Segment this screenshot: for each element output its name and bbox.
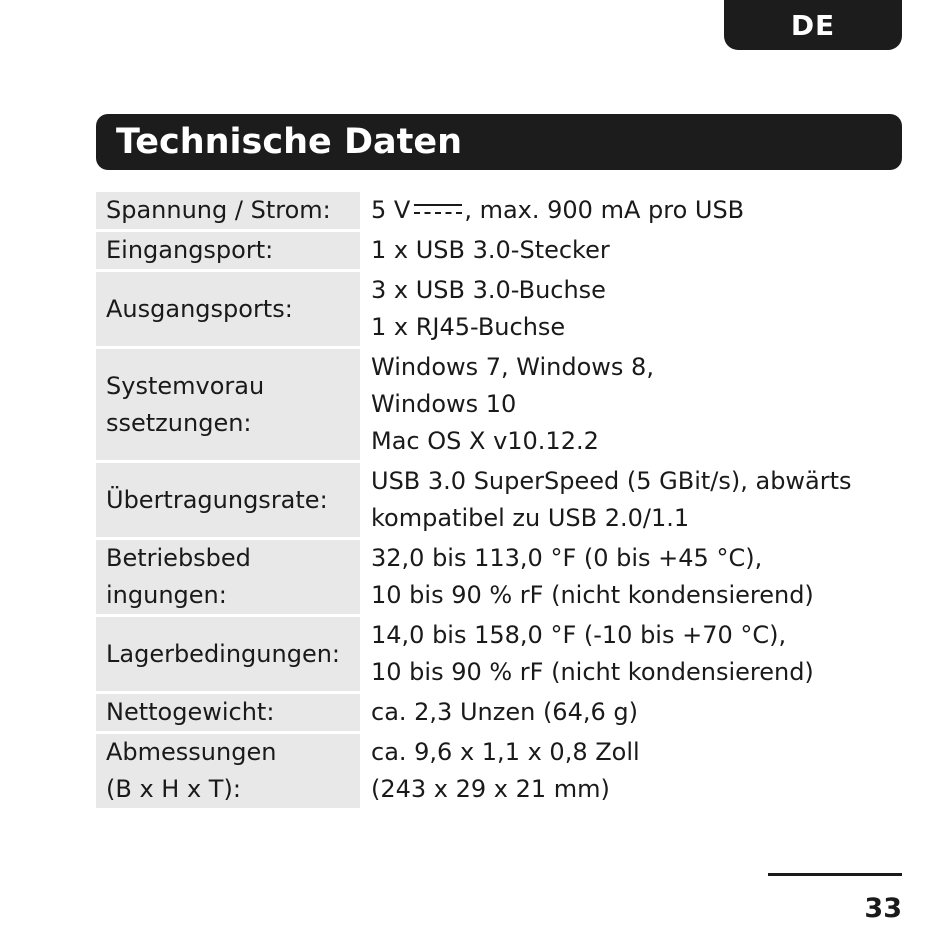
- spec-row-system-requirements: [96, 349, 902, 460]
- spec-row-storage-conditions: [96, 617, 902, 691]
- section-title-bar: [96, 114, 902, 170]
- spec-label: [96, 272, 360, 346]
- spec-label-line: Übertragungsrate:: [106, 485, 328, 514]
- spec-value-line: 3 x USB 3.0-Buchse: [371, 276, 606, 304]
- spec-value: [360, 463, 902, 537]
- spec-value-line: kompatibel zu USB 2.0/1.1: [371, 504, 690, 532]
- spec-label-line: Systemvorau: [106, 371, 265, 400]
- current-value: , max. 900 mA pro USB: [464, 196, 745, 224]
- spec-value-line: ca. 2,3 Unzen (64,6 g): [371, 698, 638, 726]
- spec-label-line: ingungen:: [106, 581, 227, 609]
- spec-label: [96, 232, 360, 269]
- spec-row-input-port: [96, 232, 902, 269]
- spec-label-line: Lagerbedingungen:: [106, 639, 341, 668]
- spec-value: [360, 617, 902, 691]
- spec-value-line: 1 x RJ45-Buchse: [371, 313, 566, 341]
- spec-label-line: Spannung / Strom:: [106, 196, 331, 224]
- spec-value: [360, 272, 902, 346]
- spec-value: [360, 540, 902, 614]
- spec-label: [96, 617, 360, 691]
- spec-label: [96, 540, 360, 614]
- spec-value: [360, 192, 902, 229]
- page-number: 33: [864, 893, 902, 924]
- spec-row-output-ports: [96, 272, 902, 346]
- spec-value-line: ca. 9,6 x 1,1 x 0,8 Zoll: [371, 738, 640, 766]
- spec-label-line: Abmessungen: [106, 738, 277, 766]
- spec-label-line: Nettogewicht:: [106, 698, 275, 726]
- spec-value-line: 10 bis 90 % rF (nicht kondensierend): [371, 658, 814, 686]
- spec-row-dimensions: [96, 734, 902, 808]
- spec-value: [360, 734, 902, 808]
- spec-value: [360, 694, 902, 731]
- spec-value: [360, 349, 902, 460]
- spec-label: [96, 463, 360, 537]
- language-tab: [724, 0, 902, 50]
- spec-value-line: (243 x 29 x 21 mm): [371, 775, 610, 803]
- spec-label: [96, 192, 360, 229]
- spec-value-line: 32,0 bis 113,0 °F (0 bis +45 °C),: [371, 544, 763, 572]
- spec-row-voltage: [96, 192, 902, 229]
- footer-divider: [768, 873, 902, 876]
- spec-label: [96, 349, 360, 460]
- spec-value-line: USB 3.0 SuperSpeed (5 GBit/s), abwärts: [371, 467, 852, 495]
- spec-label: [96, 694, 360, 731]
- spec-row-net-weight: [96, 694, 902, 731]
- spec-value-line: 10 bis 90 % rF (nicht kondensierend): [371, 581, 814, 609]
- dc-current-symbol-icon: [414, 202, 462, 216]
- voltage-value: 5 V: [371, 196, 411, 224]
- spec-value-line: Windows 7, Windows 8,: [371, 353, 654, 381]
- spec-label: [96, 734, 360, 808]
- spec-label-line: (B x H x T):: [106, 775, 241, 803]
- spec-row-operating-conditions: [96, 540, 902, 614]
- spec-label-line: Eingangsport:: [106, 236, 274, 264]
- spec-value-line: Mac OS X v10.12.2: [371, 427, 599, 455]
- spec-row-transfer-rate: [96, 463, 902, 537]
- spec-value-line: [371, 192, 902, 229]
- spec-value: [360, 232, 902, 269]
- spec-value-line: 1 x USB 3.0-Stecker: [371, 236, 610, 264]
- spec-label-line: Betriebsbed: [106, 544, 251, 572]
- spec-value-line: 14,0 bis 158,0 °F (-10 bis +70 °C),: [371, 621, 787, 649]
- spec-table: [96, 192, 902, 811]
- page-title: Technische Daten: [116, 122, 463, 162]
- language-tab-label: DE: [790, 8, 836, 42]
- spec-value-line: Windows 10: [371, 390, 517, 418]
- spec-label-line: Ausgangsports:: [106, 294, 293, 323]
- spec-label-line: ssetzungen:: [106, 408, 252, 437]
